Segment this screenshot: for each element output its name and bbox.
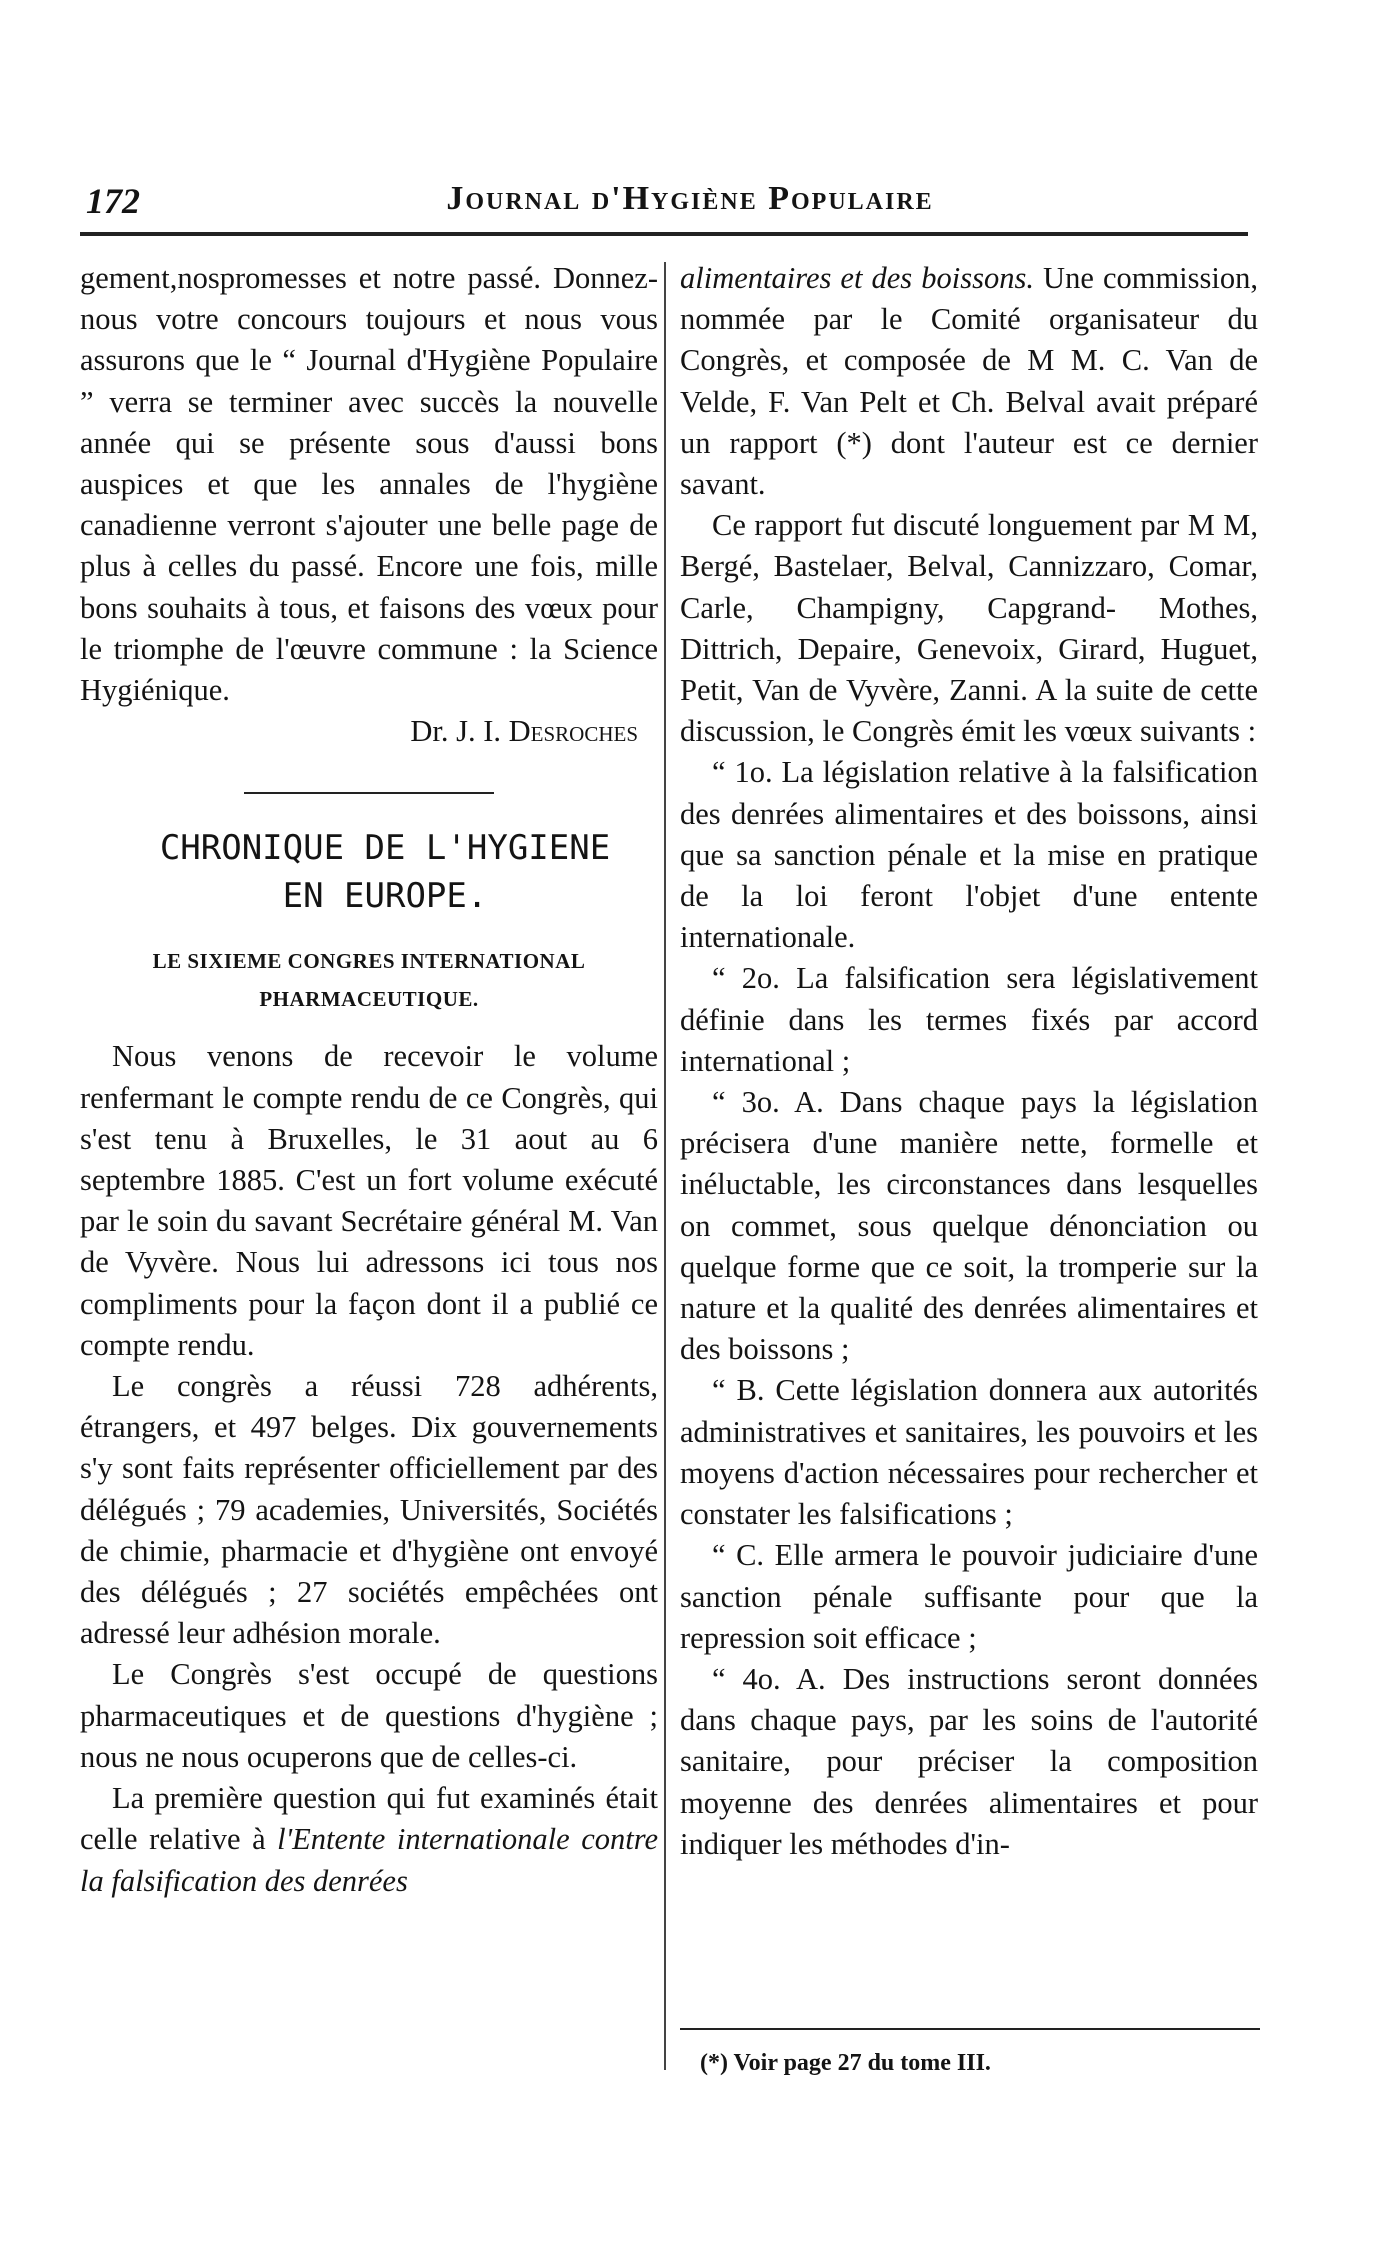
- paragraph: Le congrès a réussi 728 adhérents, étrangers, et 497 belges. Dix gouvernements s'y sont faits représenter officiellement par des délégués ; 79 academies, Universités, Sociétés de chimie, pharmacie et d'hygiène ont envoyé des délégués ; 27 sociétés empêchées ont adressé leur adhésion morale.: [80, 1369, 658, 1651]
- paragraph-text: La première question qui fut examinés était celle relative à: [80, 1781, 658, 1857]
- paragraph: “ B. Cette législation donnera aux autorités administratives et sanitaires, les pouvoirs et les moyens d'action nécessaires pour rechercher et constater les falsifications ;: [680, 1373, 1258, 1532]
- paragraph-text: Une commission, nommée par le Comité organisateur du Congrès, et composée de M M. C. Van de Velde, F. Van Pelt et Ch. Belval avait préparé un rapport (*) dont l'auteur est ce dernier savant.: [680, 261, 1258, 502]
- running-title: Journal d'Hygiène Populaire: [446, 180, 934, 217]
- signature-name: Desroches: [508, 714, 638, 749]
- paragraph: [80, 1778, 658, 1902]
- paragraph: Ce rapport fut discuté longuement par M M, Bergé, Bastelaer, Belval, Cannizzaro, Comar, Carle, Champigny, Capgrand- Mothes, Dittrich, Depaire, Genevoix, Girard, Huguet, Petit, Van de Vyvère, Zanni. A la suite de cette discussion, le Congrès émit les vœux suivants :: [680, 508, 1258, 749]
- paragraph: “ 4o. A. Des instructions seront données dans chaque pays, par les soins de l'autorité sanitaire, pour préciser la composition moyenne des denrées alimentaires et pour indiquer les méthodes d'in-: [680, 1661, 1258, 1861]
- signature: [80, 711, 658, 752]
- signature-prefix: Dr. J. I.: [410, 714, 509, 749]
- section-divider: [244, 792, 494, 794]
- paragraph: “ 3o. A. Dans chaque pays la législation précisera d'une manière nette, formelle et inéluctable, les circonstances dans lesquelles on commet, sous quelque dénonciation ou quelque forme que ce soit, la tromperie sur la nature et la qualité des denrées alimentaires et des boissons ;: [680, 1085, 1258, 1367]
- left-column: [80, 258, 658, 1902]
- section-title-line2: EN EUROPE.: [282, 876, 488, 917]
- paragraph: Nous venons de recevoir le volume renfermant le compte rendu de ce Congrès, qui s'est tenu à Bruxelles, le 31 aout au 6 septembre 1885. C'est un fort volume exécuté par le soin du savant Secrétaire général M. Van de Vyvère. Nous lui adressons ici tous nos compliments pour la façon dont il a publié ce compte rendu.: [80, 1039, 658, 1362]
- paragraph: “ C. Elle armera le pouvoir judiciaire d'une sanction pénale suffisante pour que la repression soit efficace ;: [680, 1538, 1258, 1655]
- subtitle-line2: PHARMACEUTIQUE.: [259, 987, 479, 1012]
- column-divider: [664, 262, 666, 2070]
- header-rule: [80, 232, 1248, 236]
- section-title-line1: CHRONIQUE DE L'HYGIENE: [159, 828, 611, 869]
- paragraph-italic: l'Entente internationale contre la falsification des denrées: [80, 1822, 659, 1898]
- paragraph-continuation: gement,nospromesses et notre passé. Donnez-nous votre concours toujours et nous vous assurons que le “ Journal d'Hygiène Populaire ” verra se terminer avec succès la nouvelle année qui se présente sous d'aussi bons auspices et que les annales de l'hygiène canadienne verront s'ajouter une belle page de plus à celles du passé. Encore une fois, mille bons souhaits à tous, et faisons des vœux pour le triomphe de l'œuvre commune : la Science Hygiénique.: [80, 261, 658, 708]
- subtitle-line1: LE SIXIEME CONGRES INTERNATIONAL: [152, 949, 586, 974]
- paragraph: “ 1o. La législation relative à la falsification des denrées alimentaires et des boissons, ainsi que sa sanction pénale et la mise en pratique de la loi feront l'objet d'une entente internationale.: [680, 755, 1258, 955]
- page-number: 172: [86, 181, 140, 221]
- paragraph: Le Congrès s'est occupé de questions pharmaceutiques et de questions d'hygiène ; nous ne nous ocuperons que de celles-ci.: [80, 1657, 658, 1774]
- section-subtitle: [80, 942, 658, 1018]
- footnote-rule: [680, 2028, 1260, 2030]
- right-column: [680, 258, 1258, 1865]
- paragraph-italic: alimentaires et des boissons.: [680, 261, 1034, 295]
- paragraph-continuation: [680, 258, 1258, 505]
- paragraph: “ 2o. La falsification sera législativement définie dans les termes fixés par accord international ;: [680, 961, 1258, 1078]
- footnote: (*) Voir page 27 du tome III.: [700, 2050, 991, 2076]
